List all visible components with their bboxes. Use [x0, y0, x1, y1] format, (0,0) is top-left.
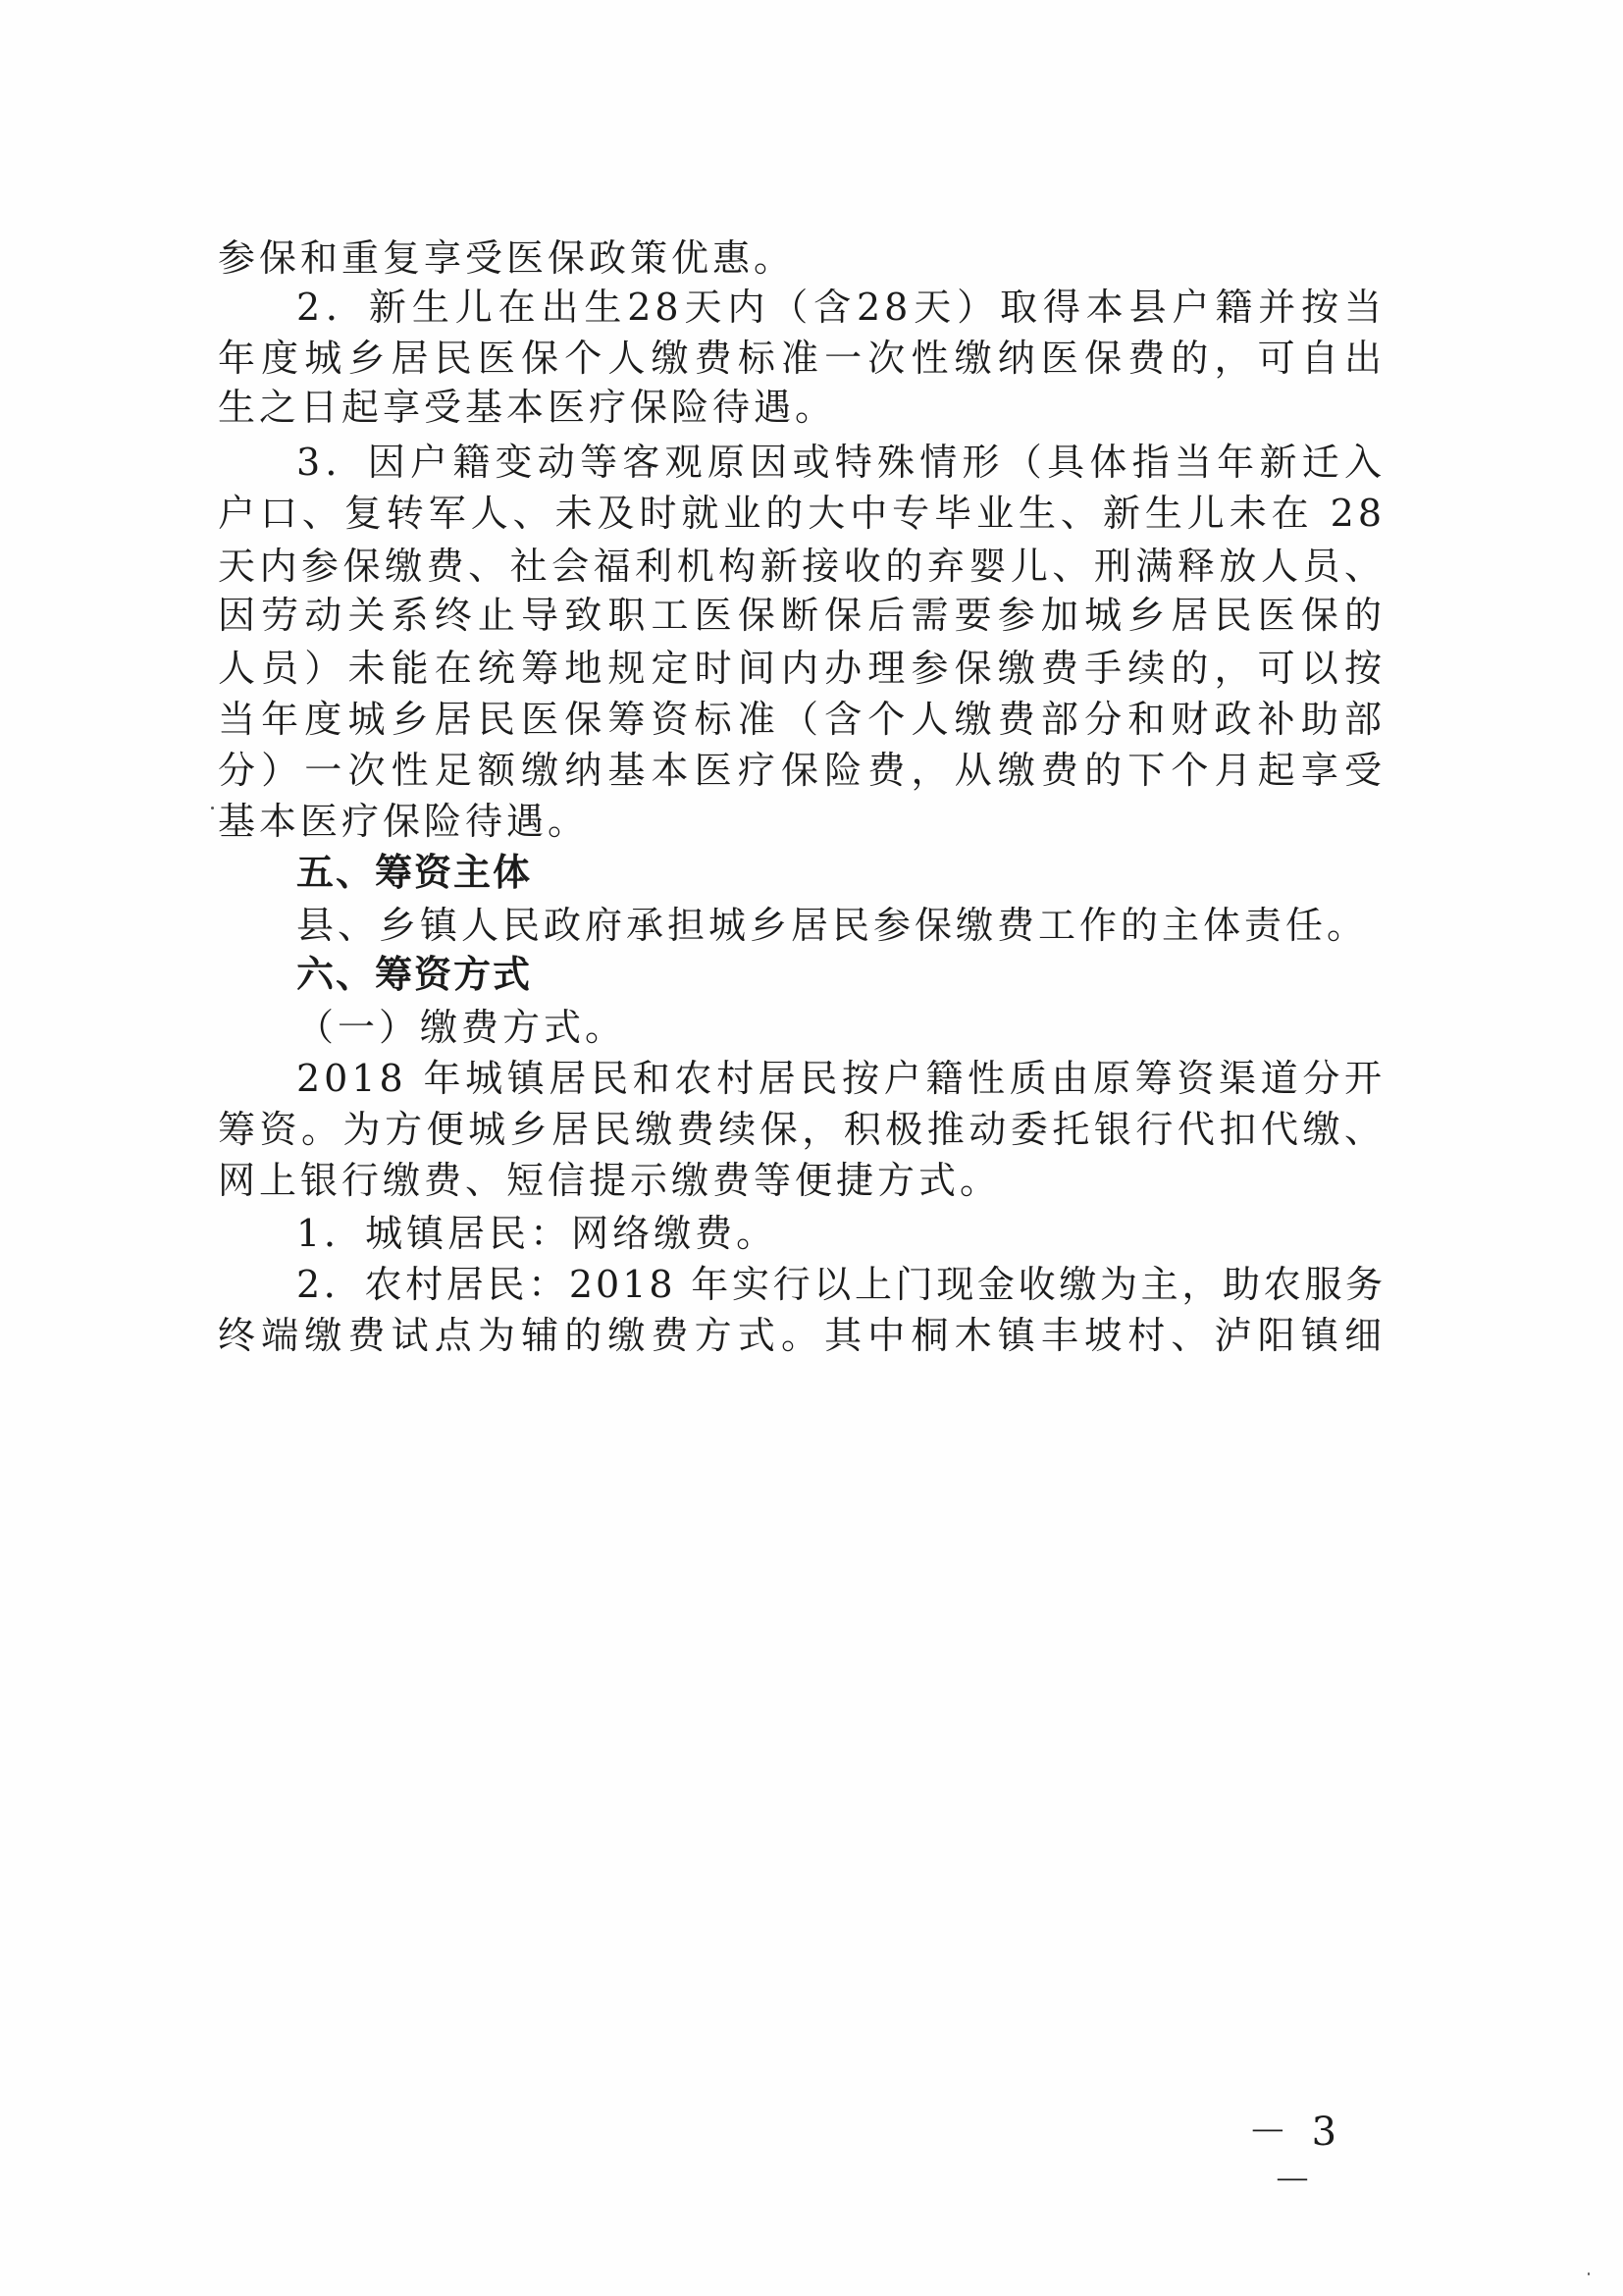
text-line: 当年度城乡居民医保筹资标准（含个人缴费部分和财政补助部 [218, 698, 1386, 741]
text-line: 县、乡镇人民政府承担城乡居民参保缴费工作的主体责任。 [296, 904, 1369, 947]
text-line: 户口、复转军人、未及时就业的大中专毕业生、新生儿未在 28 [218, 492, 1386, 535]
scan-speck [211, 807, 214, 809]
text-line: 3．因户籍变动等客观原因或特殊情形（具体指当年新迁入 [296, 441, 1386, 484]
text-line: 网上银行缴费、短信提示缴费等便捷方式。 [218, 1159, 1002, 1202]
text-line: 天内参保缴费、社会福利机构新接收的弃婴儿、刑满释放人员、 [218, 545, 1386, 588]
text-line: 2．新生儿在出生28天内（含28天）取得本县户籍并按当 [296, 286, 1386, 329]
text-line: 人员）未能在统筹地规定时间内办理参保缴费手续的，可以按 [218, 647, 1386, 690]
text-line: 2．农村居民：2018 年实行以上门现金收缴为主，助农服务 [296, 1263, 1386, 1306]
section-heading: 六、筹资方式 [296, 953, 533, 996]
text-line: 因劳动关系终止导致职工医保断保后需要参加城乡居民医保的 [218, 594, 1386, 637]
text-line: 参保和重复享受医保政策优惠。 [218, 236, 796, 280]
subsection-heading: （一）缴费方式。 [296, 1006, 627, 1049]
text-line: 年度城乡居民医保个人缴费标准一次性缴纳医保费的，可自出 [218, 337, 1386, 380]
text-line: 终端缴费试点为辅的缴费方式。其中桐木镇丰坡村、泸阳镇细 [218, 1314, 1386, 1357]
page-number: － 3 － [1247, 2110, 1343, 2204]
text-line: 分）一次性足额缴纳基本医疗保险费，从缴费的下个月起享受 [218, 749, 1386, 792]
section-heading: 五、筹资主体 [296, 851, 533, 894]
text-line: 2018 年城镇居民和农村居民按户籍性质由原筹资渠道分开 [296, 1057, 1386, 1100]
text-line: 生之日起享受基本医疗保险待遇。 [218, 386, 837, 429]
text-line: 基本医疗保险待遇。 [218, 800, 590, 843]
text-line: 筹资。为方便城乡居民缴费续保，积极推动委托银行代扣代缴、 [218, 1108, 1386, 1151]
scan-speck [1588, 2272, 1590, 2275]
text-line: 1．城镇居民：网络缴费。 [296, 1212, 778, 1255]
